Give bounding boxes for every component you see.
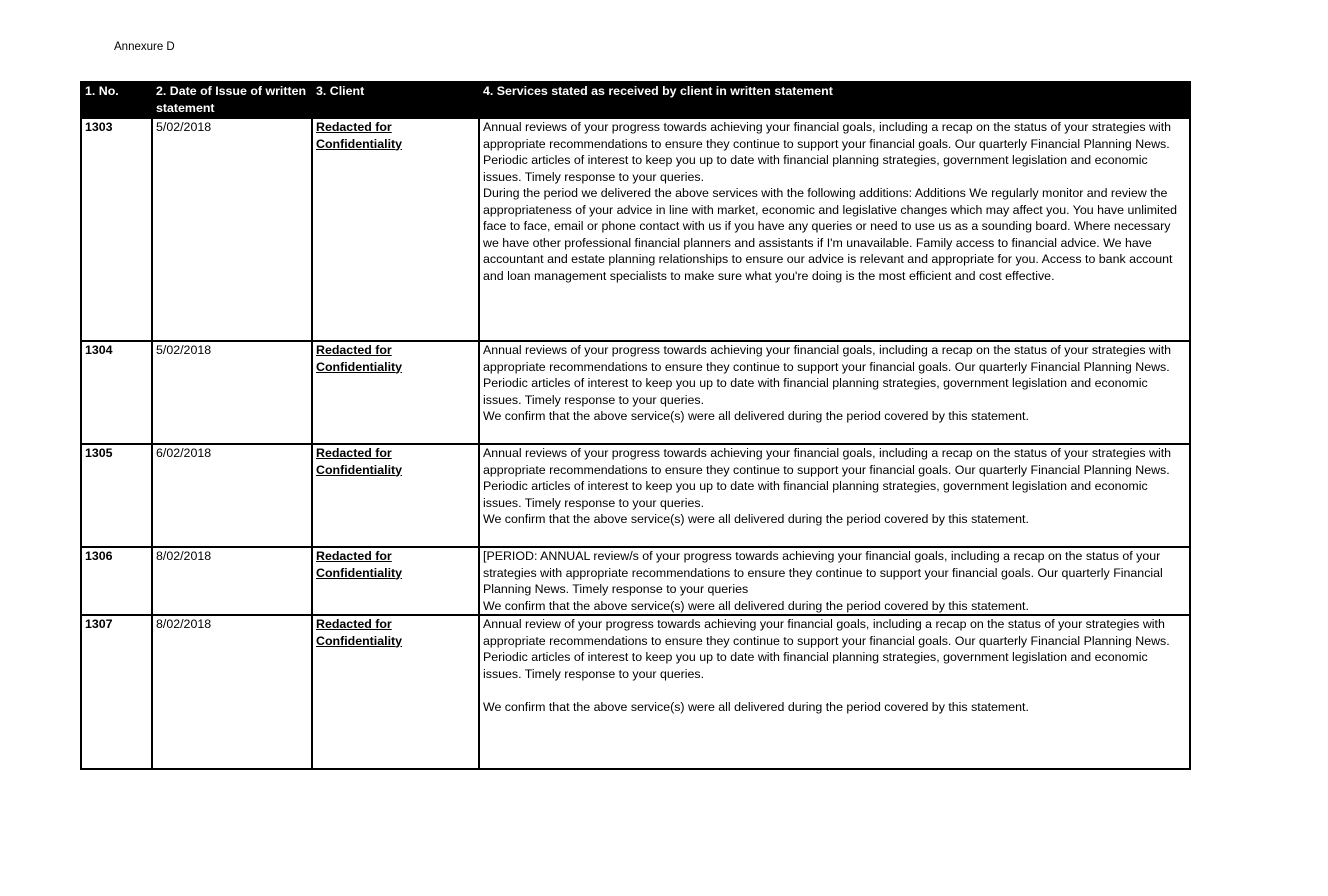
row-number: 1307: [81, 615, 152, 769]
table-row: [81, 118, 1190, 341]
row-services: [479, 615, 1190, 769]
table-row: [81, 444, 1190, 547]
row-number: 1305: [81, 444, 152, 547]
client-link[interactable]: Redacted for Confidentiality: [316, 120, 403, 151]
row-number: 1303: [81, 118, 152, 341]
services-text: Annual reviews of your progress towards achieving your financial goals, including a recap on the status of your strategies with appropriate recommendations to ensure they continue to support your financial goals. Our quarterly Financial Planning News. Periodic articles of interest to keep you up to date with financial planning strategies, government legislation and economic issues. Timely response to your queries.: [483, 343, 1175, 407]
table-row: [81, 615, 1190, 769]
table-row: [81, 547, 1190, 615]
annexure-label: Annexure D: [114, 41, 175, 53]
table-header-row: [81, 82, 1190, 118]
services-text: Annual reviews of your progress towards achieving your financial goals, including a recap on the status of your strategies with appropriate recommendations to ensure they continue to support your financial goals. Our quarterly Financial Planning News. Periodic articles of interest to keep you up to date with financial planning strategies, government legislation and economic issues. Timely response to your queries.: [483, 446, 1175, 510]
row-date: 6/02/2018: [152, 444, 312, 547]
header-no: 1. No.: [81, 82, 152, 118]
row-client-cell: [312, 547, 479, 615]
row-client-cell: [312, 341, 479, 444]
row-date: 8/02/2018: [152, 547, 312, 615]
services-additions-text: During the period we delivered the above services with the following additions: Additions We regularly monitor and review the appropriateness of your advice in line with market, economic and legislative changes which may affect you. You have unlimited face to face, email or phone contact with us if you have any queries or need to use us as a sounding board. Where necessary we have other professional financial planners and assistants if I'm unavailable. Family access to financial advice. We have accountant and estate planning relationships to ensure our advice is relevant and appropriate for you. Access to bank account and loan management specialists to make sure what you're doing is the most efficient and cost effective.: [483, 186, 1181, 283]
client-link[interactable]: Redacted for Confidentiality: [316, 617, 403, 648]
services-text: Annual reviews of your progress towards achieving your financial goals, including a recap on the status of your strategies with appropriate recommendations to ensure they continue to support your financial goals. Our quarterly Financial Planning News. Periodic articles of interest to keep you up to date with financial planning strategies, government legislation and economic issues. Timely response to your queries.: [483, 120, 1175, 184]
services-confirmation-text: We confirm that the above service(s) were all delivered during the period covered by this statement.: [483, 409, 1029, 423]
row-client-cell: [312, 615, 479, 769]
services-confirmation-text: We confirm that the above service(s) were all delivered during the period covered by this statement.: [483, 598, 1029, 613]
row-date: 8/02/2018: [152, 615, 312, 769]
row-services: [479, 118, 1190, 341]
header-services: 4. Services stated as received by client in written statement: [479, 82, 1190, 118]
services-confirmation-text: We confirm that the above service(s) were all delivered during the period covered by this statement.: [483, 512, 1029, 526]
services-confirmation-text: We confirm that the above service(s) were all delivered during the period covered by this statement.: [483, 699, 1029, 714]
header-client: 3. Client: [312, 82, 479, 118]
client-link[interactable]: Redacted for Confidentiality: [316, 446, 403, 477]
header-date: 2. Date of Issue of written statement: [152, 82, 312, 118]
row-date: 5/02/2018: [152, 118, 312, 341]
services-text: [PERIOD: ANNUAL review/s of your progress towards achieving your financial goals, including a recap on the status of your strategies with appropriate recommendations to ensure they continue to support your financial goals. Our quarterly Financial Planning News. Timely response to your queries: [483, 549, 1167, 596]
services-text: Annual review of your progress towards achieving your financial goals, including a recap on the status of your strategies with appropriate recommendations to ensure they continue to support your financial goals. Our quarterly Financial Planning News. Periodic articles of interest to keep you up to date with financial planning strategies, government legislation and economic issues. Timely response to your queries.: [483, 617, 1174, 681]
row-services: [479, 444, 1190, 547]
row-services: [479, 547, 1190, 615]
row-services: [479, 341, 1190, 444]
row-client-cell: [312, 444, 479, 547]
row-number: 1306: [81, 547, 152, 615]
client-link[interactable]: Redacted for Confidentiality: [316, 343, 403, 374]
row-date: 5/02/2018: [152, 341, 312, 444]
row-number: 1304: [81, 341, 152, 444]
statements-table: [80, 81, 1191, 770]
client-link[interactable]: Redacted for Confidentiality: [316, 549, 403, 580]
row-client-cell: [312, 118, 479, 341]
table-row: [81, 341, 1190, 444]
